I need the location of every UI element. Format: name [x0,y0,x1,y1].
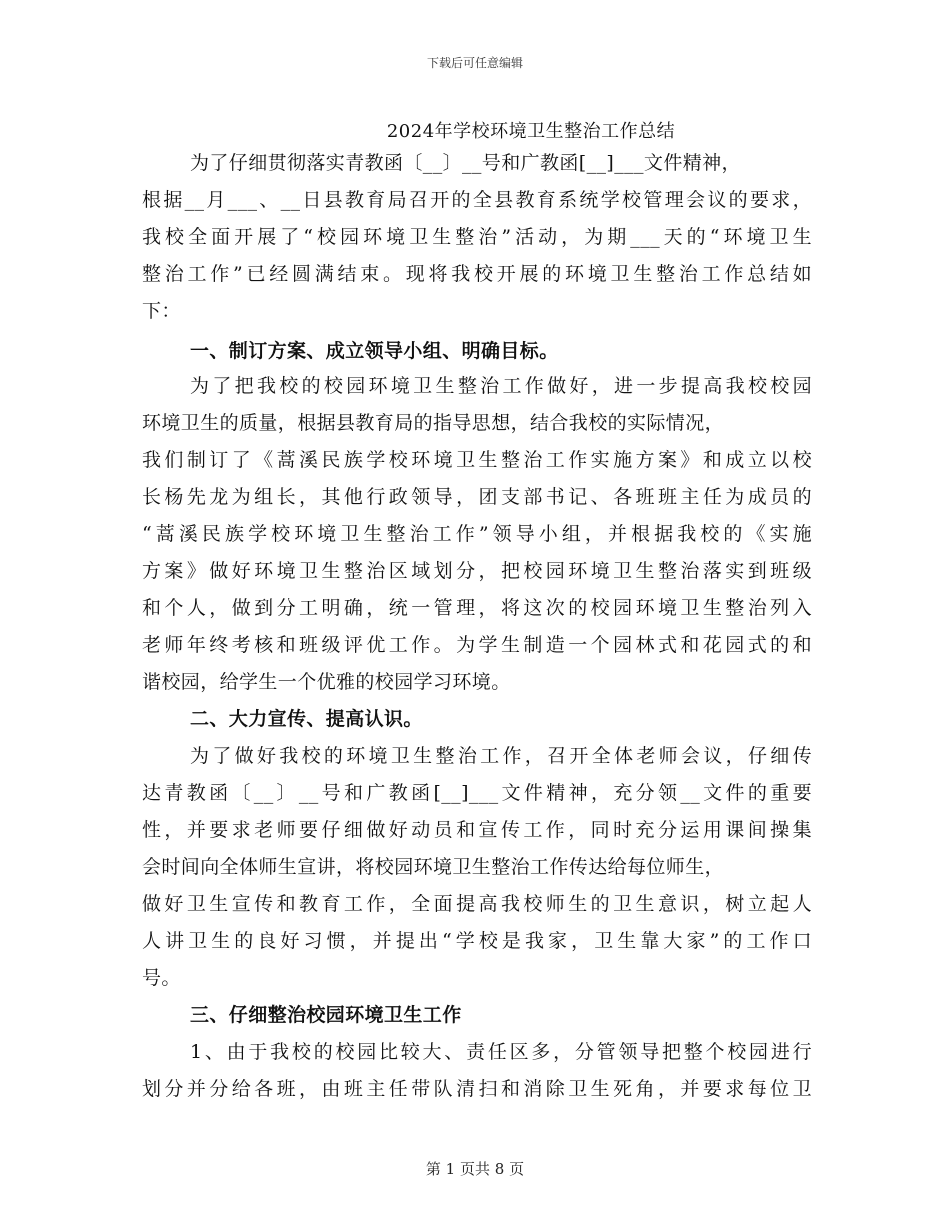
body-line: 做好卫生宣传和教育工作，全面提高我校师生的卫生意识，树立起人 [142,893,812,915]
body-line: 根据__月___、__日县教育局召开的全县教育系统学校管理会议的要求， [142,189,812,211]
body-line: 整治工作”已经圆满结束。现将我校开展的环境卫生整治工作总结如 [142,263,812,285]
document-title: 2024年学校环境卫生整治工作总结 [386,121,676,142]
section-heading: 二、大力宣传、提高认识。 [190,708,423,730]
body-line: 达青教函〔__〕__号和广教函[__]___文件精神，充分领__文件的重要 [142,782,812,804]
body-line: 会时间向全体师生宣讲，将校园环境卫生整治工作传达给每位师生， [142,856,725,878]
page-header: 下载后可任意编辑 [426,56,523,70]
body-line: 老师年终考核和班级评优工作。为学生制造一个园林式和花园式的和 [142,634,812,656]
body-line: “蒿溪民族学校环境卫生整治工作”领导小组，并根据我校的《实施 [142,523,812,545]
body-line: 环境卫生的质量，根据县教育局的指导思想，结合我校的实际情况， [142,412,725,434]
body-line: 和个人，做到分工明确，统一管理，将这次的校园环境卫生整治列入 [142,597,812,619]
body-line: 我们制订了《蒿溪民族学校环境卫生整治工作实施方案》和成立以校 [142,449,812,471]
body-line: 长杨先龙为组长，其他行政领导，团支部书记、各班班主任为成员的 [142,486,812,508]
body-line: 1、由于我校的校园比较大、责任区多，分管领导把整个校园进行 [190,1041,812,1063]
page-footer: 第 1 页共 8 页 [425,1160,525,1178]
section-heading: 一、制订方案、成立领导小组、明确目标。 [190,340,559,362]
section-heading: 三、仔细整治校园环境卫生工作 [190,1004,462,1026]
body-line: 划分并分给各班，由班主任带队清扫和消除卫生死角，并要求每位卫 [142,1078,812,1100]
body-line: 方案》做好环境卫生整治区域划分，把校园环境卫生整治落实到班级 [142,560,812,582]
body-line: 我校全面开展了“校园环境卫生整治”活动，为期___天的“环境卫生 [142,226,812,248]
body-line: 谐校园，给学生一个优雅的校园学习环境。 [142,671,511,693]
body-line: 为了把我校的校园环境卫生整治工作做好，进一步提高我校校园 [190,375,812,397]
body-line: 性，并要求老师要仔细做好动员和宣传工作，同时充分运用课间操集 [142,819,812,841]
body-line: 人讲卫生的良好习惯，并提出“学校是我家，卫生靠大家”的工作口 [142,930,812,952]
body-line: 为了仔细贯彻落实青教函〔__〕__号和广教函[__]___文件精神， [190,152,741,174]
body-line: 为了做好我校的环境卫生整治工作，召开全体老师会议，仔细传 [190,745,812,767]
body-line: 号。 [142,967,181,989]
body-line: 下： [142,300,181,322]
